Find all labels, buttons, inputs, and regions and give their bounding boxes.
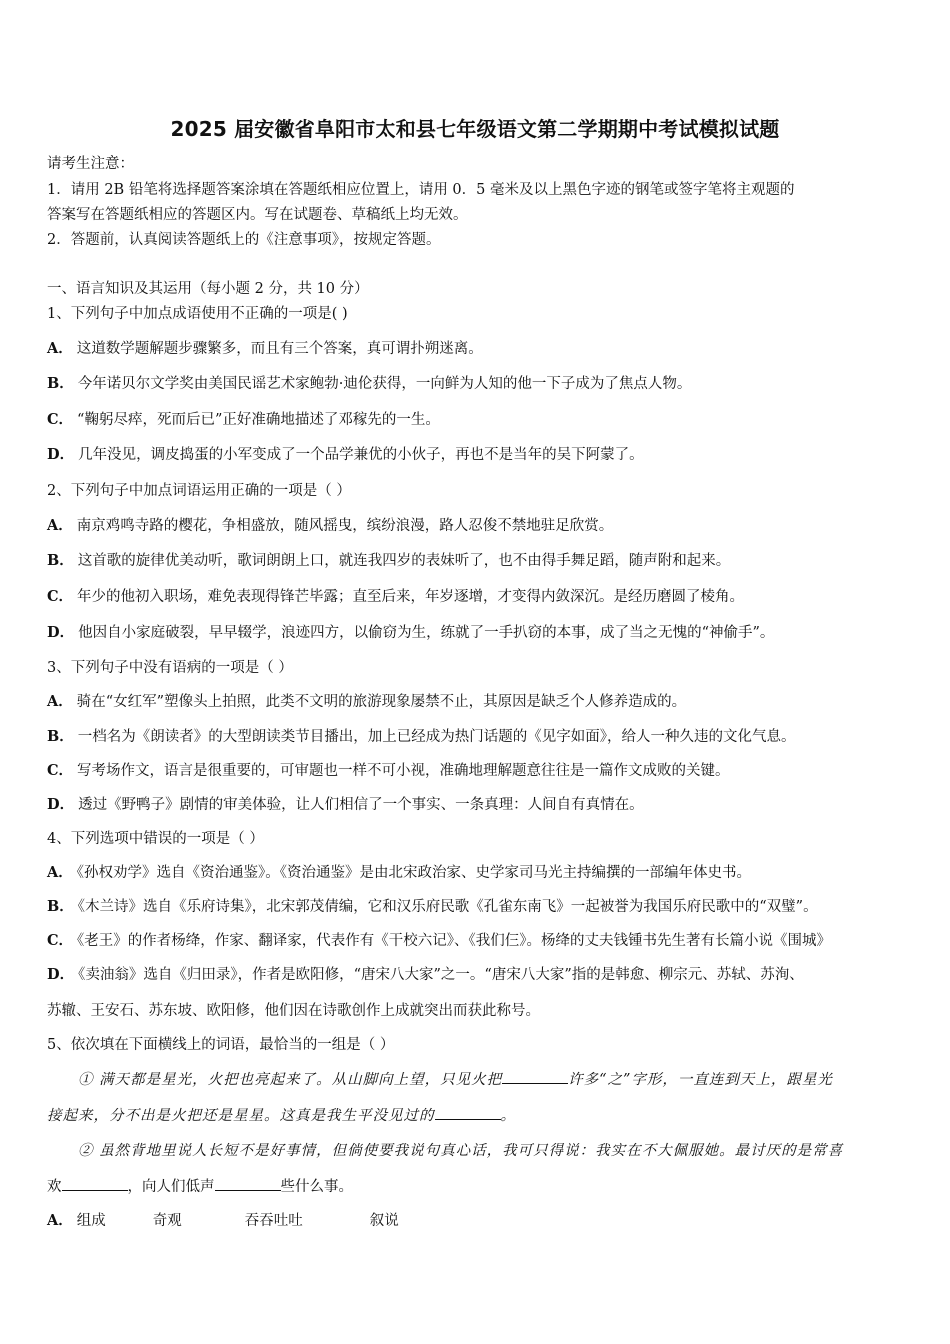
question-4-option-b: [47, 895, 818, 916]
passage-text: 。: [500, 1108, 516, 1124]
option-label: D．: [47, 796, 75, 813]
question-1-option-d: [47, 443, 644, 464]
option-label: B．: [47, 552, 74, 569]
option-text: 这首歌的旋律优美动听，歌词朗朗上口，就连我四岁的表妹听了，也不由得手舞足蹈，随声附和起来。: [77, 553, 731, 569]
question-5-stem: 5、依次填在下面横线上的词语，最恰当的一组是（ ）: [47, 1037, 395, 1053]
question-5-passage-1-line-2: [47, 1104, 516, 1125]
question-3-option-c: [47, 759, 730, 780]
question-1-option-a: [47, 337, 483, 358]
question-4-stem: 4、下列选项中错误的一项是（ ）: [47, 831, 264, 847]
question-2-option-c: [47, 585, 744, 606]
passage-text: ① 满天都是星光，火把也亮起来了。从山脚向上望，只见火把: [78, 1072, 503, 1088]
question-2-option-b: [47, 549, 730, 570]
option-text: 《卖油翁》选自《归田录》，作者是欧阳修，“唐宋八大家”之一。“唐宋八大家”指的是韩愈、柳宗元、苏轼、苏洵、: [78, 967, 804, 983]
option-text: 年少的他初入职场，难免表现得锋芒毕露；直至后来，年岁逐增，才变得内敛深沉。是经历磨圆了棱角。: [77, 589, 745, 605]
option-label: D．: [47, 966, 75, 983]
option-text: 《木兰诗》选自《乐府诗集》，北宋郭茂倩编，它和汉乐府民歌《孔雀东南飞》一起被誉为我国乐府民歌中的“双璧”。: [77, 899, 818, 915]
option-label: A．: [47, 864, 73, 881]
question-4-option-c: [47, 929, 831, 950]
question-4-option-d-continued: 苏辙、王安石、苏东坡、欧阳修，他们因在诗歌创作上成就突出而获此称号。: [47, 1003, 540, 1019]
question-4-option-d: [47, 963, 804, 984]
option-text: 南京鸡鸣寺路的樱花，争相盛放，随风摇曳，缤纷浪漫，路人忍俊不禁地驻足欣赏。: [76, 518, 614, 534]
option-text: 他因自小家庭破裂，早早辍学，浪迹四方，以偷窃为生，练就了一手扒窃的本事，成了当之无愧的“神偷手”。: [78, 625, 775, 641]
option-text: 一档名为《朗读者》的大型朗读类节目播出，加上已经成为热门话题的《见字如面》，给人一种久违的文化气息。: [77, 729, 796, 745]
option-label: C．: [47, 762, 74, 779]
option-label: D．: [47, 624, 75, 641]
option-label: C．: [47, 932, 74, 949]
option-text: 这道数学题解题步骤繁多，而且有三个答案，真可谓扑朔迷离。: [76, 341, 483, 357]
passage-text: ，向人们低声: [127, 1179, 215, 1195]
option-label: C．: [47, 411, 74, 428]
notice-line-3: 2．答题前，认真阅读答题纸上的《注意事项》，按规定答题。: [47, 232, 441, 248]
notice-line-2: 答案写在答题纸相应的答题区内。写在试题卷、草稿纸上均无效。: [47, 207, 468, 223]
option-label: B．: [47, 898, 74, 915]
option-label: C．: [47, 588, 74, 605]
passage-text: 接起来，分不出是火把还是星星。这真是我生平没见过的: [47, 1108, 435, 1124]
question-5-passage-2-line-2: [47, 1175, 353, 1196]
question-5-option-a: [47, 1209, 399, 1230]
option-text: 透过《野鸭子》剧情的审美体验，让人们相信了一个事实、一条真理：人间自有真情在。: [78, 797, 644, 813]
question-5-passage-1-line-1: [78, 1068, 833, 1089]
option-text: 《老王》的作者杨绛，作家、翻译家，代表作有《干校六记》、《我们仨》。杨绛的丈夫钱锺书先生著有长篇小说《围城》: [77, 933, 832, 949]
question-3-option-d: [47, 793, 644, 814]
option-text: 写考场作文，语言是很重要的，可审题也一样不可小视，准确地理解题意往往是一篇作文成败的关键。: [77, 763, 730, 779]
passage-text: 欢: [47, 1179, 62, 1195]
option-word: 组成: [76, 1213, 106, 1229]
option-word: 吞吞吐吐: [244, 1213, 303, 1229]
option-label: A．: [47, 693, 73, 710]
option-text: 今年诺贝尔文学奖由美国民谣艺术家鲍勃·迪伦获得，一向鲜为人知的他一下子成为了焦点人物。: [77, 376, 692, 392]
option-text: 几年没见，调皮捣蛋的小军变成了一个品学兼优的小伙子，再也不是当年的吴下阿蒙了。: [78, 447, 644, 463]
fill-blank: [62, 1178, 128, 1191]
fill-blank: [215, 1178, 281, 1191]
question-2-option-a: [47, 514, 613, 535]
fill-blank: [435, 1107, 501, 1120]
option-label: D．: [47, 446, 75, 463]
passage-text: 些什么事。: [280, 1179, 353, 1195]
passage-text: 许多“之”字形，一直连到天上，跟星光: [568, 1072, 833, 1088]
question-3-stem: 3、下列句子中没有语病的一项是（ ）: [47, 660, 293, 676]
question-2-option-d: [47, 621, 774, 642]
question-1-stem: 1、下列句子中加点成语使用不正确的一项是( ): [47, 306, 348, 322]
section-heading: 一、语言知识及其运用（每小题 2 分，共 10 分）: [47, 281, 369, 297]
option-label: B．: [47, 728, 74, 745]
option-label: A．: [47, 1212, 73, 1229]
question-1-option-b: [47, 372, 691, 393]
question-3-option-a: [47, 690, 686, 711]
option-text: 骑在“女红军”塑像头上拍照，此类不文明的旅游现象屡禁不止，其原因是缺乏个人修养造成的。: [76, 694, 687, 710]
page-title: 2025 届安徽省阜阳市太和县七年级语文第二学期期中考试模拟试题: [170, 117, 780, 141]
question-5-passage-2-line-1: ② 虽然背地里说人长短不是好事情，但倘使要我说句真心话，我可只得说：我实在不大佩服她。最讨厌的是常喜: [78, 1143, 844, 1159]
question-3-option-b: [47, 725, 796, 746]
fill-blank: [502, 1071, 568, 1084]
option-word: 奇观: [152, 1213, 182, 1229]
question-2-stem: 2、下列句子中加点词语运用正确的一项是（ ）: [47, 483, 351, 499]
question-4-option-a: [47, 861, 751, 882]
question-1-option-c: [47, 408, 440, 429]
option-label: A．: [47, 340, 73, 357]
option-text: 《孙权劝学》选自《资治通鉴》。《资治通鉴》是由北宋政治家、史学家司马光主持编撰的一部编年体史书。: [76, 865, 752, 881]
notice-line-1: 1．请用 2B 铅笔将选择题答案涂填在答题纸相应位置上，请用 0．5 毫米及以上黑色字迹的钢笔或签字笔将主观题的: [47, 182, 795, 198]
option-text: “鞠躬尽瘁，死而后已”正好准确地描述了邓稼先的一生。: [77, 412, 440, 428]
option-label: A．: [47, 517, 73, 534]
option-word: 叙说: [369, 1213, 399, 1229]
notice-heading: 请考生注意：: [47, 156, 134, 172]
option-label: B．: [47, 375, 74, 392]
